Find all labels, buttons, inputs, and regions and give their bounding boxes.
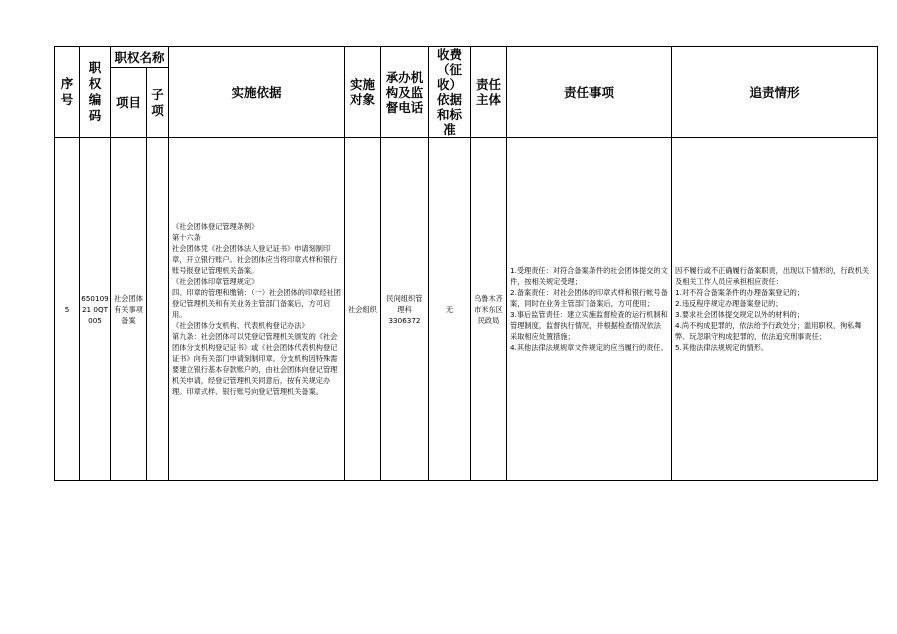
table-row xyxy=(55,138,878,481)
header-accountability: 追责情形 xyxy=(672,47,878,138)
header-target: 实施对象 xyxy=(345,47,381,138)
row-accountability: 因不履行或不正确履行备案职责，出现以下情形的，行政机关及相关工作人员应承担相应责任： 1.对不符合备案条件的办理备案登记的； 2.违反程序规定办理备案登记的； 3.要求社会团体提交规定以外的材料的； 4.尚不构成犯罪的，依法给予行政处分；滥用职权、徇私舞弊、玩忽职守构成犯罪的，依法追究刑事责任； 5.其他法律法规规定的情形。 xyxy=(672,138,878,481)
header-duties: 责任事项 xyxy=(507,47,672,138)
header-item: 项目 xyxy=(111,68,147,138)
power-responsibility-table xyxy=(54,46,878,481)
row-seq: 5 xyxy=(55,138,80,481)
header-code: 职权编码 xyxy=(80,47,111,138)
header-basis: 实施依据 xyxy=(169,47,345,138)
header-sub-item: 子项 xyxy=(147,68,169,138)
row-code: 65010921 0QT005 xyxy=(80,138,111,481)
row-sub-item xyxy=(147,138,169,481)
row-org-phone: 民间组织管理科 3306372 xyxy=(381,138,429,481)
row-fee: 无 xyxy=(429,138,471,481)
row-item: 社会团体有关事项备案 xyxy=(111,138,147,481)
header-power-name: 职权名称 xyxy=(111,47,169,68)
row-target: 社会组织 xyxy=(345,138,381,481)
row-duties: 1.受理责任：对符合备案条件的社会团体提交的文件，按相关规定受理； 2.备案责任：对社会团体的印章式样和银行帐号备案，同时在业务主管部门备案后，方可使用； 3.事后监管责任：建立实施监督检查的运行机制和管理制度，监督执行情况，并根据检查情况依法采取相应处置措施； 4.其他法律法规规章文件规定的应当履行的责任。 xyxy=(507,138,672,481)
row-subject: 乌鲁木齐市米东区民政局 xyxy=(471,138,507,481)
row-basis: 《社会团体登记管理条例》 第十六条 社会团体凭《社会团体法人登记证书》申请刻制印章，开立银行账户。社会团体应当将印章式样和银行账号报登记管理机关备案。 《社会团体印章管理规定》 四、印章的管理和缴销：（一）社会团体的印章经社团登记管理机关和有关业务主管部门备案后，方可启用。 《社会团体分支机构、代表机构登记办法》 第九条：社会团体可以凭登记管理机关颁发的《社会团体分支机构登记证书》或《社会团体代表机构登记证书》向有关部门申请刻制印章。分支机构因特殊需要建立银行基本存款账户的，由社会团体向登记管理机关申请，经登记管理机关同意后，按有关规定办理。印章式样、银行账号向登记管理机关备案。 xyxy=(169,138,345,481)
header-seq: 序号 xyxy=(55,47,80,138)
header-fee: 收费（征收）依据和标准 xyxy=(429,47,471,138)
header-org-phone: 承办机构及监督电话 xyxy=(381,47,429,138)
header-subject: 责任主体 xyxy=(471,47,507,138)
